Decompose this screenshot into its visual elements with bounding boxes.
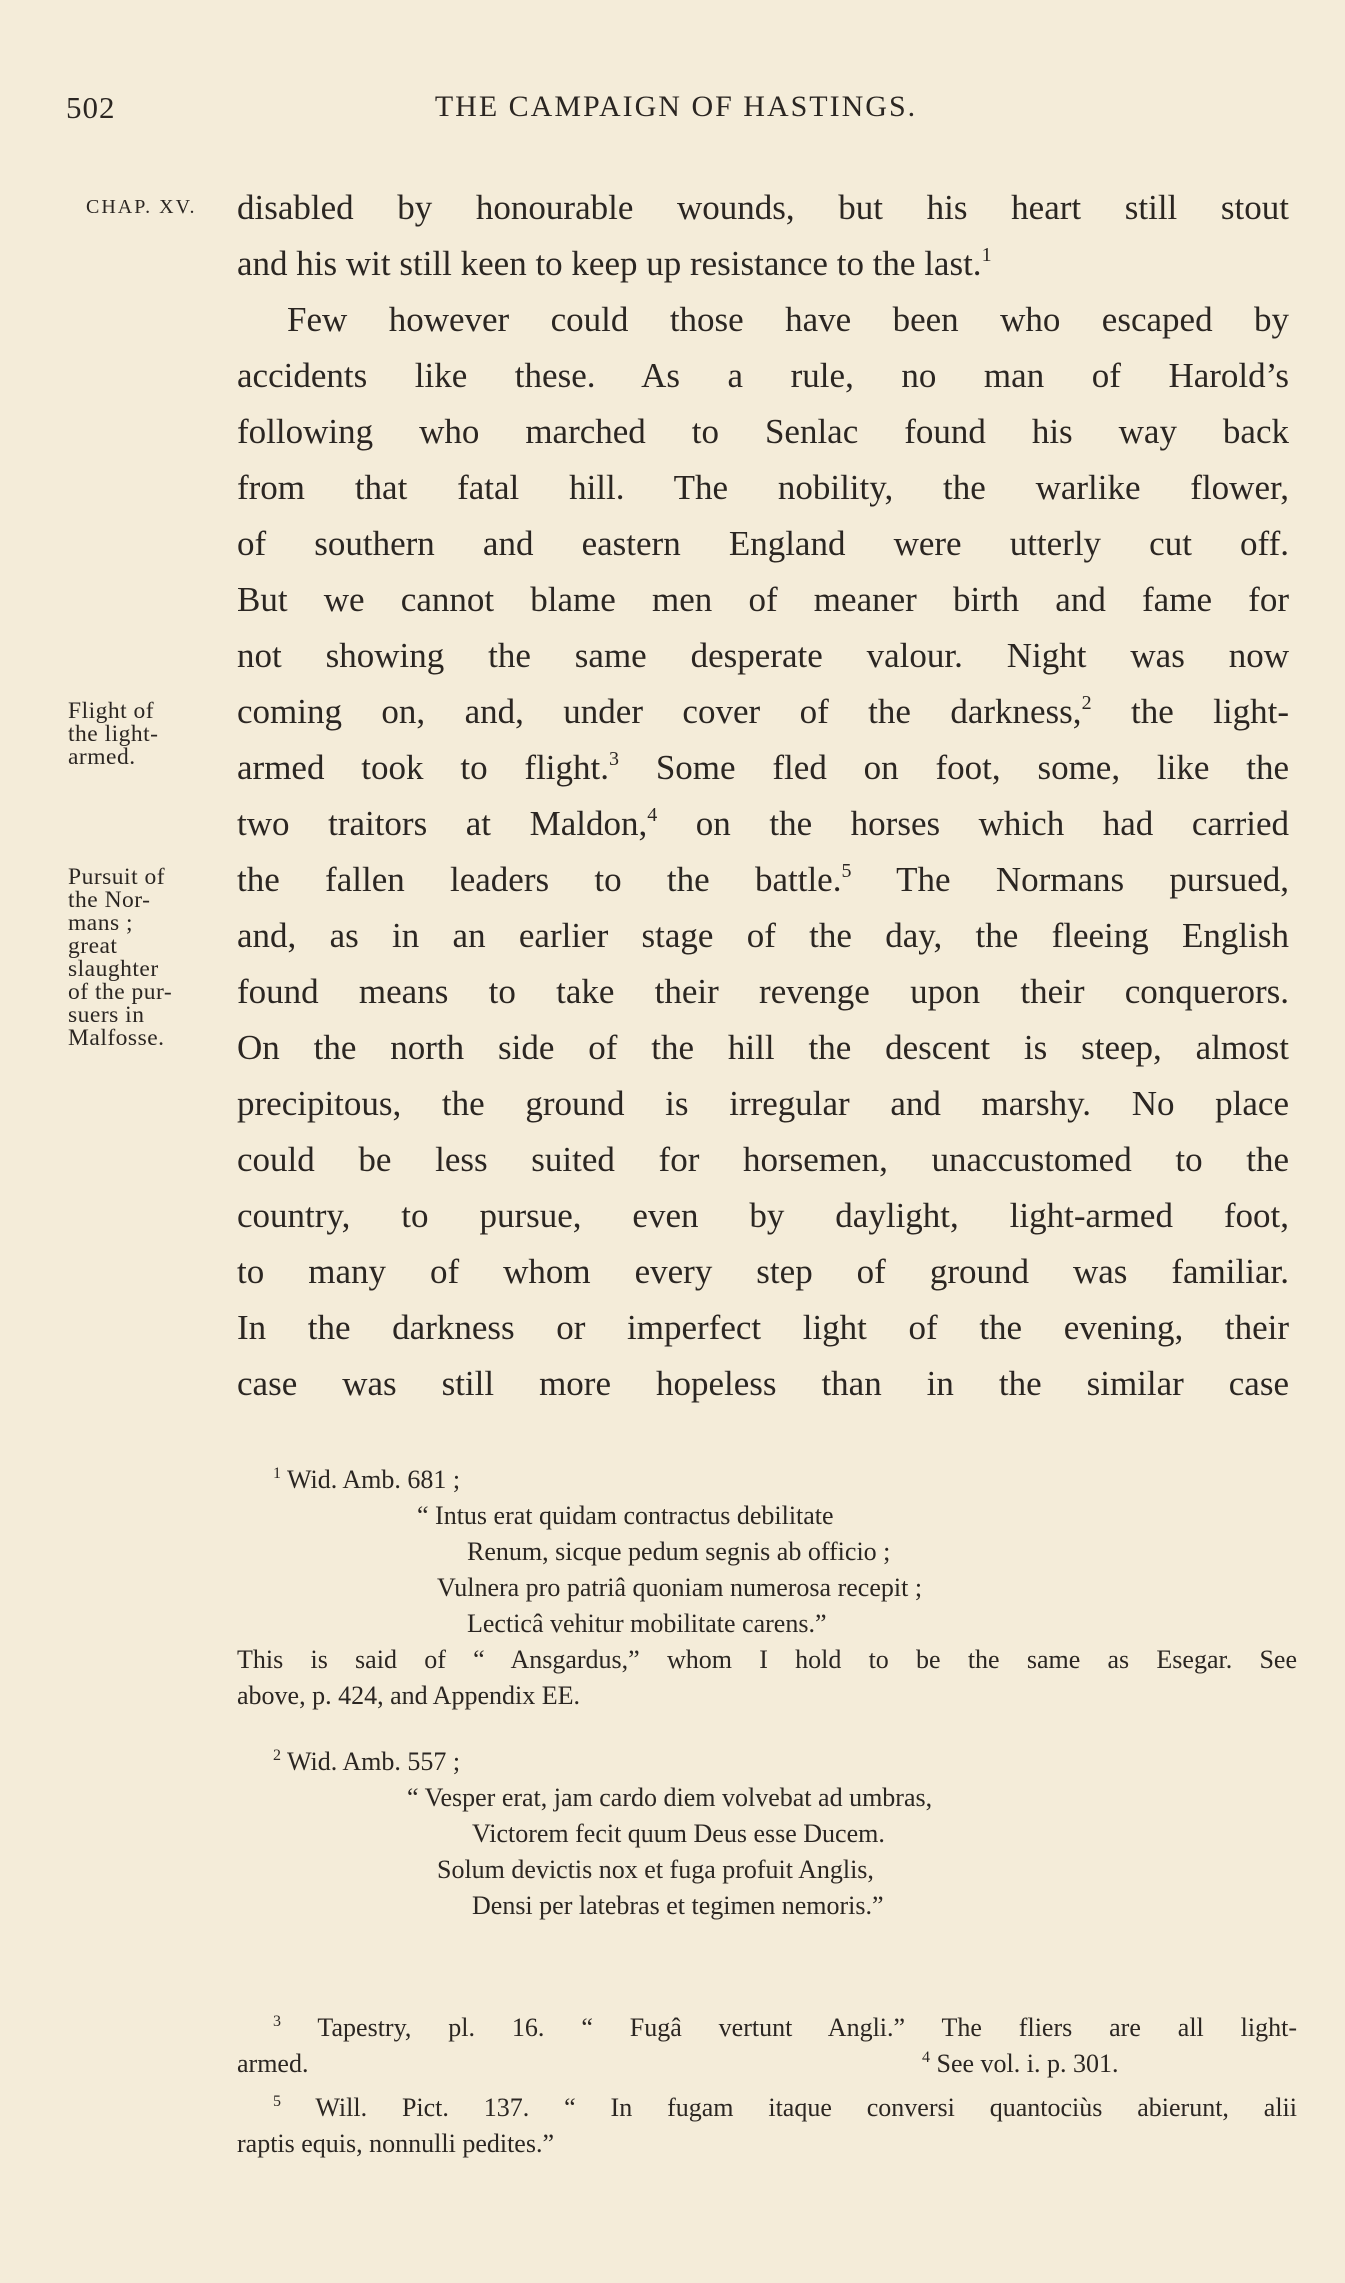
verse-line: Lecticâ vehitur mobilitate carens.” xyxy=(467,1609,827,1638)
verse-line: “ Intus erat quidam contractus debilitate xyxy=(417,1501,834,1530)
page-number: 502 xyxy=(66,90,116,125)
marginal-note-line: slaughter xyxy=(68,956,159,982)
verse-line: Solum devictis nox et fuga profuit Anglis, xyxy=(437,1855,874,1884)
verse-line: Renum, sicque pedum segnis ab officio ; xyxy=(467,1537,891,1566)
marginal-note-line: armed. xyxy=(68,744,136,770)
text-line: accidents like these. As a rule, no man of Harold’s xyxy=(237,356,1289,395)
footnote-mark: 1 xyxy=(273,1465,281,1482)
marginal-note-line: Pursuit of xyxy=(68,864,166,890)
text-line: On the north side of the hill the descent is steep, almost xyxy=(237,1028,1289,1067)
footnote-ref: 1 xyxy=(981,244,992,266)
footnote-ref: 5 xyxy=(841,860,852,882)
footnote-comment-line: above, p. 424, and Appendix EE. xyxy=(237,1681,580,1710)
marginal-note-line: Flight of xyxy=(68,698,155,724)
text-line: Few however could those have been who escaped by xyxy=(287,300,1289,339)
text-line: armed took to flight.$^3$ Some fled on foot, some, like the xyxy=(237,748,1290,787)
footnote-5 xyxy=(237,2090,1297,2162)
text-line: But we cannot blame men of meaner birth and fame for xyxy=(237,580,1289,619)
footnote-5-line: raptis equis, nonnulli pedites.” xyxy=(237,2129,555,2158)
marginal-note-flight xyxy=(68,700,228,769)
footnote-comment-line: This is said of “ Ansgardus,” whom I hold to be the same as Esegar. See xyxy=(237,1645,1297,1674)
text-line: to many of whom every step of ground was familiar. xyxy=(237,1252,1289,1291)
text-line: disabled by honourable wounds, but his heart still stout xyxy=(237,188,1289,227)
footnote-3-4 xyxy=(237,2010,1297,2082)
footnote-ref: 2 xyxy=(1081,692,1092,714)
marginal-note-line: mans ; xyxy=(68,910,134,936)
footnote-mark: 4 xyxy=(922,2049,930,2066)
text-line: following who marched to Senlac found his way back xyxy=(237,412,1289,451)
marginal-note-line: great xyxy=(68,933,118,959)
text-line: and, as in an earlier stage of the day, the fleeing English xyxy=(237,916,1289,955)
marginal-note-pursuit xyxy=(68,866,228,1050)
footnote-2 xyxy=(237,1744,1297,1924)
text-line: of southern and eastern England were utterly cut off. xyxy=(237,524,1289,563)
footnote-mark: 3 xyxy=(273,2013,281,2030)
verse-line: Vulnera pro patriâ quoniam numerosa recepit ; xyxy=(437,1573,923,1602)
footnote-ref: 3 xyxy=(609,748,619,770)
verse-line: Densi per latebras et tegimen nemoris.” xyxy=(472,1891,884,1920)
text-line: In the darkness or imperfect light of the evening, their xyxy=(237,1308,1289,1347)
text-line: the fallen leaders to the battle.$^5$ The Normans pursued, xyxy=(237,860,1289,899)
text-line: not showing the same desperate valour. Night was now xyxy=(237,636,1289,675)
footnote-3-line: $^3$ Tapestry, pl. 16. “ Fugâ vertunt Angli.” The fliers are all light- xyxy=(273,2013,1297,2042)
marginal-note-line: suers in xyxy=(68,1002,145,1028)
marginal-note-line: the Nor- xyxy=(68,887,151,913)
footnote-mark: 2 xyxy=(273,1747,281,1764)
verse-line: Victorem fecit quum Deus esse Ducem. xyxy=(472,1819,885,1848)
footnote-4: $^4$ See vol. i. p. 301. xyxy=(922,2049,1119,2078)
text-line: and his wit still keen to keep up resistance to the last.$^1$ xyxy=(237,244,992,283)
footnote-mark: 5 xyxy=(273,2093,281,2110)
text-line: country, to pursue, even by daylight, light-armed foot, xyxy=(237,1196,1289,1235)
footnote-ref-line: $^1$ Wid. Amb. 681 ; xyxy=(273,1465,461,1494)
page-header xyxy=(66,90,1286,132)
running-title: THE CAMPAIGN OF HASTINGS. xyxy=(434,90,918,123)
text-line: found means to take their revenge upon their conquerors. xyxy=(237,972,1289,1011)
footnote-5-line: $^5$ Will. Pict. 137. “ In fugam itaque conversi quantociùs abierunt, alii xyxy=(273,2093,1297,2122)
footnote-ref: 4 xyxy=(647,804,658,826)
footnote-3-line: armed. $^4$ See vol. i. p. 301. xyxy=(237,2046,1297,2082)
text-line: two traitors at Maldon,$^4$ on the horses which had carried xyxy=(237,804,1289,843)
chapter-label: CHAP. XV. xyxy=(86,196,197,218)
marginal-note-line: Malfosse. xyxy=(68,1025,165,1051)
marginal-note-line: the light- xyxy=(68,721,159,747)
text-line: precipitous, the ground is irregular and marshy. No place xyxy=(237,1084,1289,1123)
text-line: could be less suited for horsemen, unaccustomed to the xyxy=(237,1140,1289,1179)
verse-line: “ Vesper erat, jam cardo diem volvebat ad umbras, xyxy=(407,1783,933,1812)
text-line: from that fatal hill. The nobility, the warlike flower, xyxy=(237,468,1289,507)
footnote-1 xyxy=(237,1462,1297,1714)
text-line: coming on, and, under cover of the darkness,$^2$ the light- xyxy=(237,692,1290,731)
main-text xyxy=(237,180,1289,1412)
marginal-note-line: of the pur- xyxy=(68,979,173,1005)
text-line: case was still more hopeless than in the similar case xyxy=(237,1364,1289,1403)
footnote-ref-line: $^2$ Wid. Amb. 557 ; xyxy=(273,1747,461,1776)
